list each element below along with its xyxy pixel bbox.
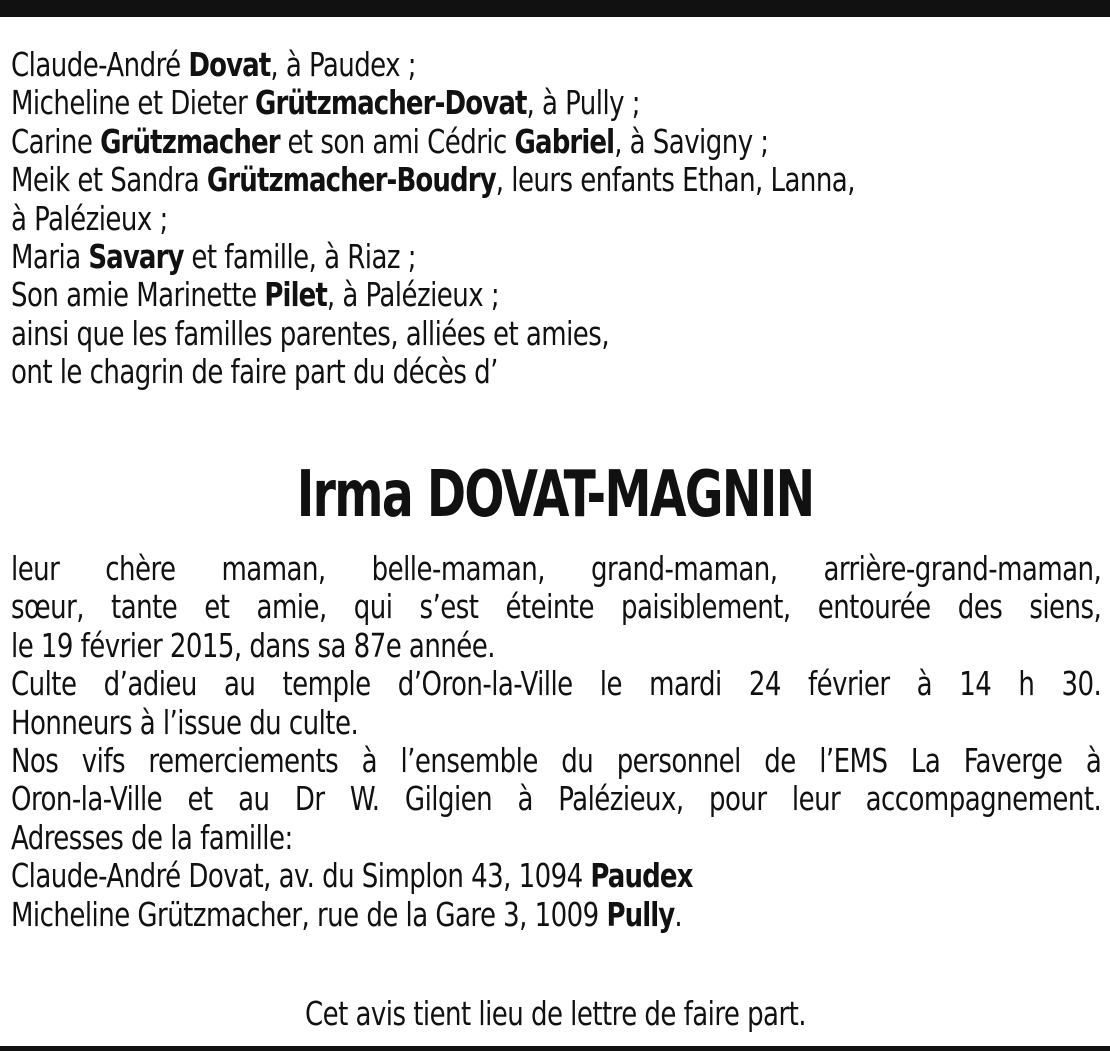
notice-body [11, 550, 1101, 934]
family-surname: Savary [88, 237, 184, 276]
body-line: leur chère maman, belle-maman, grand-maman, arrière-grand-maman, [11, 550, 1102, 588]
top-rule [0, 0, 1110, 17]
body-line: le 19 février 2015, dans sa 87e année. [11, 626, 495, 665]
family-line: Carine Grützmacher et son ami Cédric Gabriel, à Savigny ; [11, 122, 769, 161]
family-line: Maria Savary et famille, à Riaz ; [11, 237, 416, 276]
family-surname: Grützmacher [100, 122, 280, 161]
family-line: Micheline et Dieter Grützmacher-Dovat, à Pully ; [11, 84, 640, 123]
family-line: à Palézieux ; [11, 199, 168, 238]
body-line: Culte d’adieu au temple d’Oron-la-Ville le mardi 24 février à 14 h 30. [11, 665, 1102, 704]
address-line: Micheline Grützmacher, rue de la Gare 3, 1009 Pully. [11, 895, 683, 934]
body-line: Honneurs à l’issue du culte. [11, 703, 359, 742]
address-city: Pully [606, 895, 675, 934]
bottom-rule [0, 1046, 1110, 1051]
body-line: sœur, tante et amie, qui s’est éteinte paisiblement, entourée des siens, [11, 588, 1102, 627]
family-line: Meik et Sandra Grützmacher-Boudry, leurs enfants Ethan, Lanna, [11, 161, 855, 200]
body-line: Oron-la-Ville et au Dr W. Gilgien à Palézieux, pour leur accompagnement. [11, 780, 1102, 819]
family-surname: Gabriel [514, 122, 615, 161]
family-line: ainsi que les familles parentes, alliées et amies, [11, 314, 610, 353]
family-list [11, 46, 979, 392]
deceased-name: Irma DOVAT-MAGNIN [296, 458, 814, 532]
body-line: Adresses de la famille: [11, 818, 293, 857]
address-city: Paudex [590, 857, 693, 896]
address-line: Claude-André Dovat, av. du Simplon 43, 1094 Paudex [11, 857, 693, 896]
family-surname: Pilet [264, 276, 327, 315]
body-line: Nos vifs remerciements à l’ensemble du personnel de l’EMS La Faverge à [11, 741, 1102, 780]
family-surname: Grützmacher-Dovat [254, 84, 527, 123]
closing-note: Cet avis tient lieu de lettre de faire part. [304, 995, 806, 1033]
family-line: ont le chagrin de faire part du décès d’ [11, 353, 498, 392]
family-line: Claude-André Dovat, à Paudex ; [11, 46, 416, 84]
family-line: Son amie Marinette Pilet, à Palézieux ; [11, 276, 500, 315]
family-surname: Dovat [188, 46, 271, 84]
family-surname: Grützmacher-Boudry [206, 161, 496, 200]
